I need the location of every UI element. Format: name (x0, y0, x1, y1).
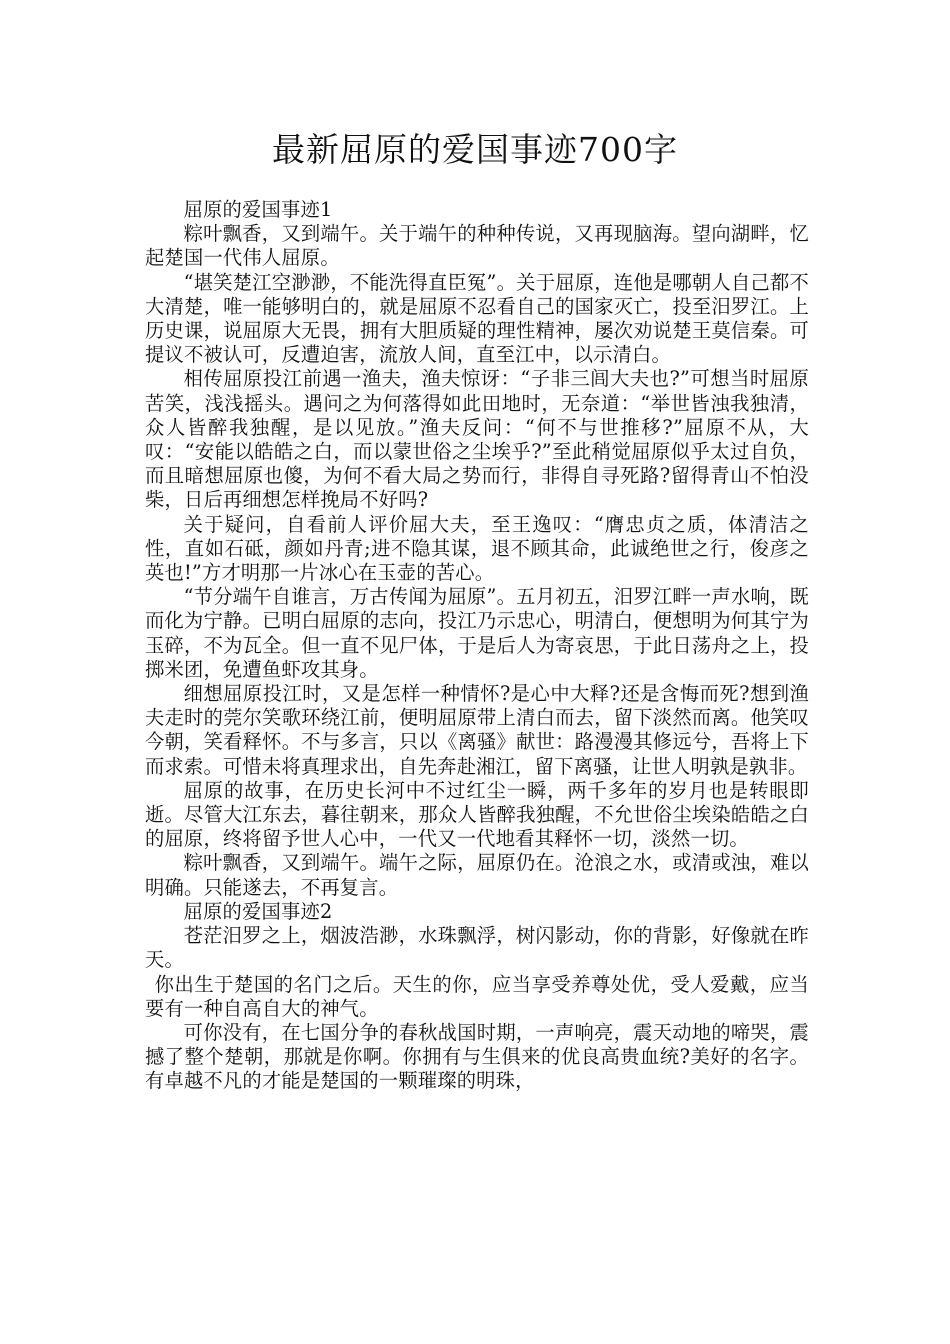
document-title: 最新屈原的爱国事迹700字 (272, 130, 678, 169)
document-body (145, 198, 809, 1094)
paragraph: “节分端午自谁言，万古传闻为屈原”。五月初五，汨罗江畔一声水响，既而化为宁静。已明白屈原的志向，投江乃示忠心，明清白，便想明为何其宁为玉碎，不为瓦全。但一直不见尸体，于是后人为寄哀思，于此日荡舟之上，投掷米团，免遭鱼虾攻其身。 (145, 585, 809, 681)
paragraph: “堪笑楚江空渺渺，不能洗得直臣冤”。关于屈原，连他是哪朝人自己都不大清楚，唯一能够明白的，就是屈原不忍看自己的国家灭亡，投至汨罗江。上历史课，说屈原大无畏，拥有大胆质疑的理性精神，屡次劝说楚王莫信秦。可提议不被认可，反遭迫害，流放人间，直至江中，以示清白。 (145, 270, 809, 367)
paragraph: 可你没有，在七国分争的春秋战国时期，一声响亮，震天动地的啼哭，震撼了整个楚朝，那就是你啊。你拥有与生俱来的优良高贵血统?美好的名字。有卓越不凡的才能是楚国的一颗璀璨的明珠， (145, 1020, 809, 1093)
paragraph: 苍茫汨罗之上，烟波浩渺，水珠飘浮，树闪影动，你的背影，好像就在昨天。 (145, 924, 809, 972)
paragraph: 你出生于楚国的名门之后。天生的你，应当享受养尊处优，受人爱戴，应当要有一种自高自大的神气。 (145, 972, 809, 1020)
paragraph: 屈原的故事，在历史长河中不过红尘一瞬，两千多年的岁月也是转眼即逝。尽管大江东去，暮往朝来，那众人皆醉我独醒，不允世俗尘埃染皓皓之白的屈原，终将留予世人心中，一代又一代地看其释怀一切，淡然一切。 (145, 778, 809, 851)
paragraph: 相传屈原投江前遇一渔夫，渔夫惊讶：“子非三闾大夫也?”可想当时屈原苦笑，浅浅摇头。遇问之为何落得如此田地时，无奈道：“举世皆浊我独清，众人皆醉我独醒，是以见放。”渔夫反问：“何不与世推移?”屈原不从，大叹：“安能以皓皓之白，而以蒙世俗之尘埃乎?”至此稍觉屈原似乎太过自负，而且暗想屈原也傻，为何不看大局之势而行，非得自寻死路?留得青山不怕没柴，日后再细想怎样挽局不好吗? (145, 367, 809, 512)
paragraph: 关于疑问，自看前人评价屈大夫，至王逸叹：“膺忠贞之质，体清洁之性，直如石砥，颜如丹青;进不隐其谋，退不顾其命，此诚绝世之行，俊彦之英也!”方才明那一片冰心在玉壶的苦心。 (145, 512, 809, 585)
paragraph: 细想屈原投江时，又是怎样一种情怀?是心中大释?还是含悔而死?想到渔夫走时的莞尔笑歌环绕江前，便明屈原带上清白而去，留下淡然而离。他笑叹今朝，笑看释怀。不与多言，只以《离骚》献世：路漫漫其修远兮，吾将上下而求索。可惜未将真理求出，自先奔赴湘江，留下离骚，让世人明孰是孰非。 (145, 682, 809, 778)
paragraph: 屈原的爱国事迹1 (183, 198, 333, 221)
paragraph: 粽叶飘香，又到端午。端午之际，屈原仍在。沧浪之水，或清或浊，难以明确。只能遂去，不再复言。 (145, 851, 809, 899)
paragraph: 粽叶飘香，又到端午。关于端午的种种传说，又再现脑海。望向湖畔，忆起楚国一代伟人屈原。 (145, 222, 809, 270)
paragraph: 屈原的爱国事迹2 (183, 899, 333, 923)
